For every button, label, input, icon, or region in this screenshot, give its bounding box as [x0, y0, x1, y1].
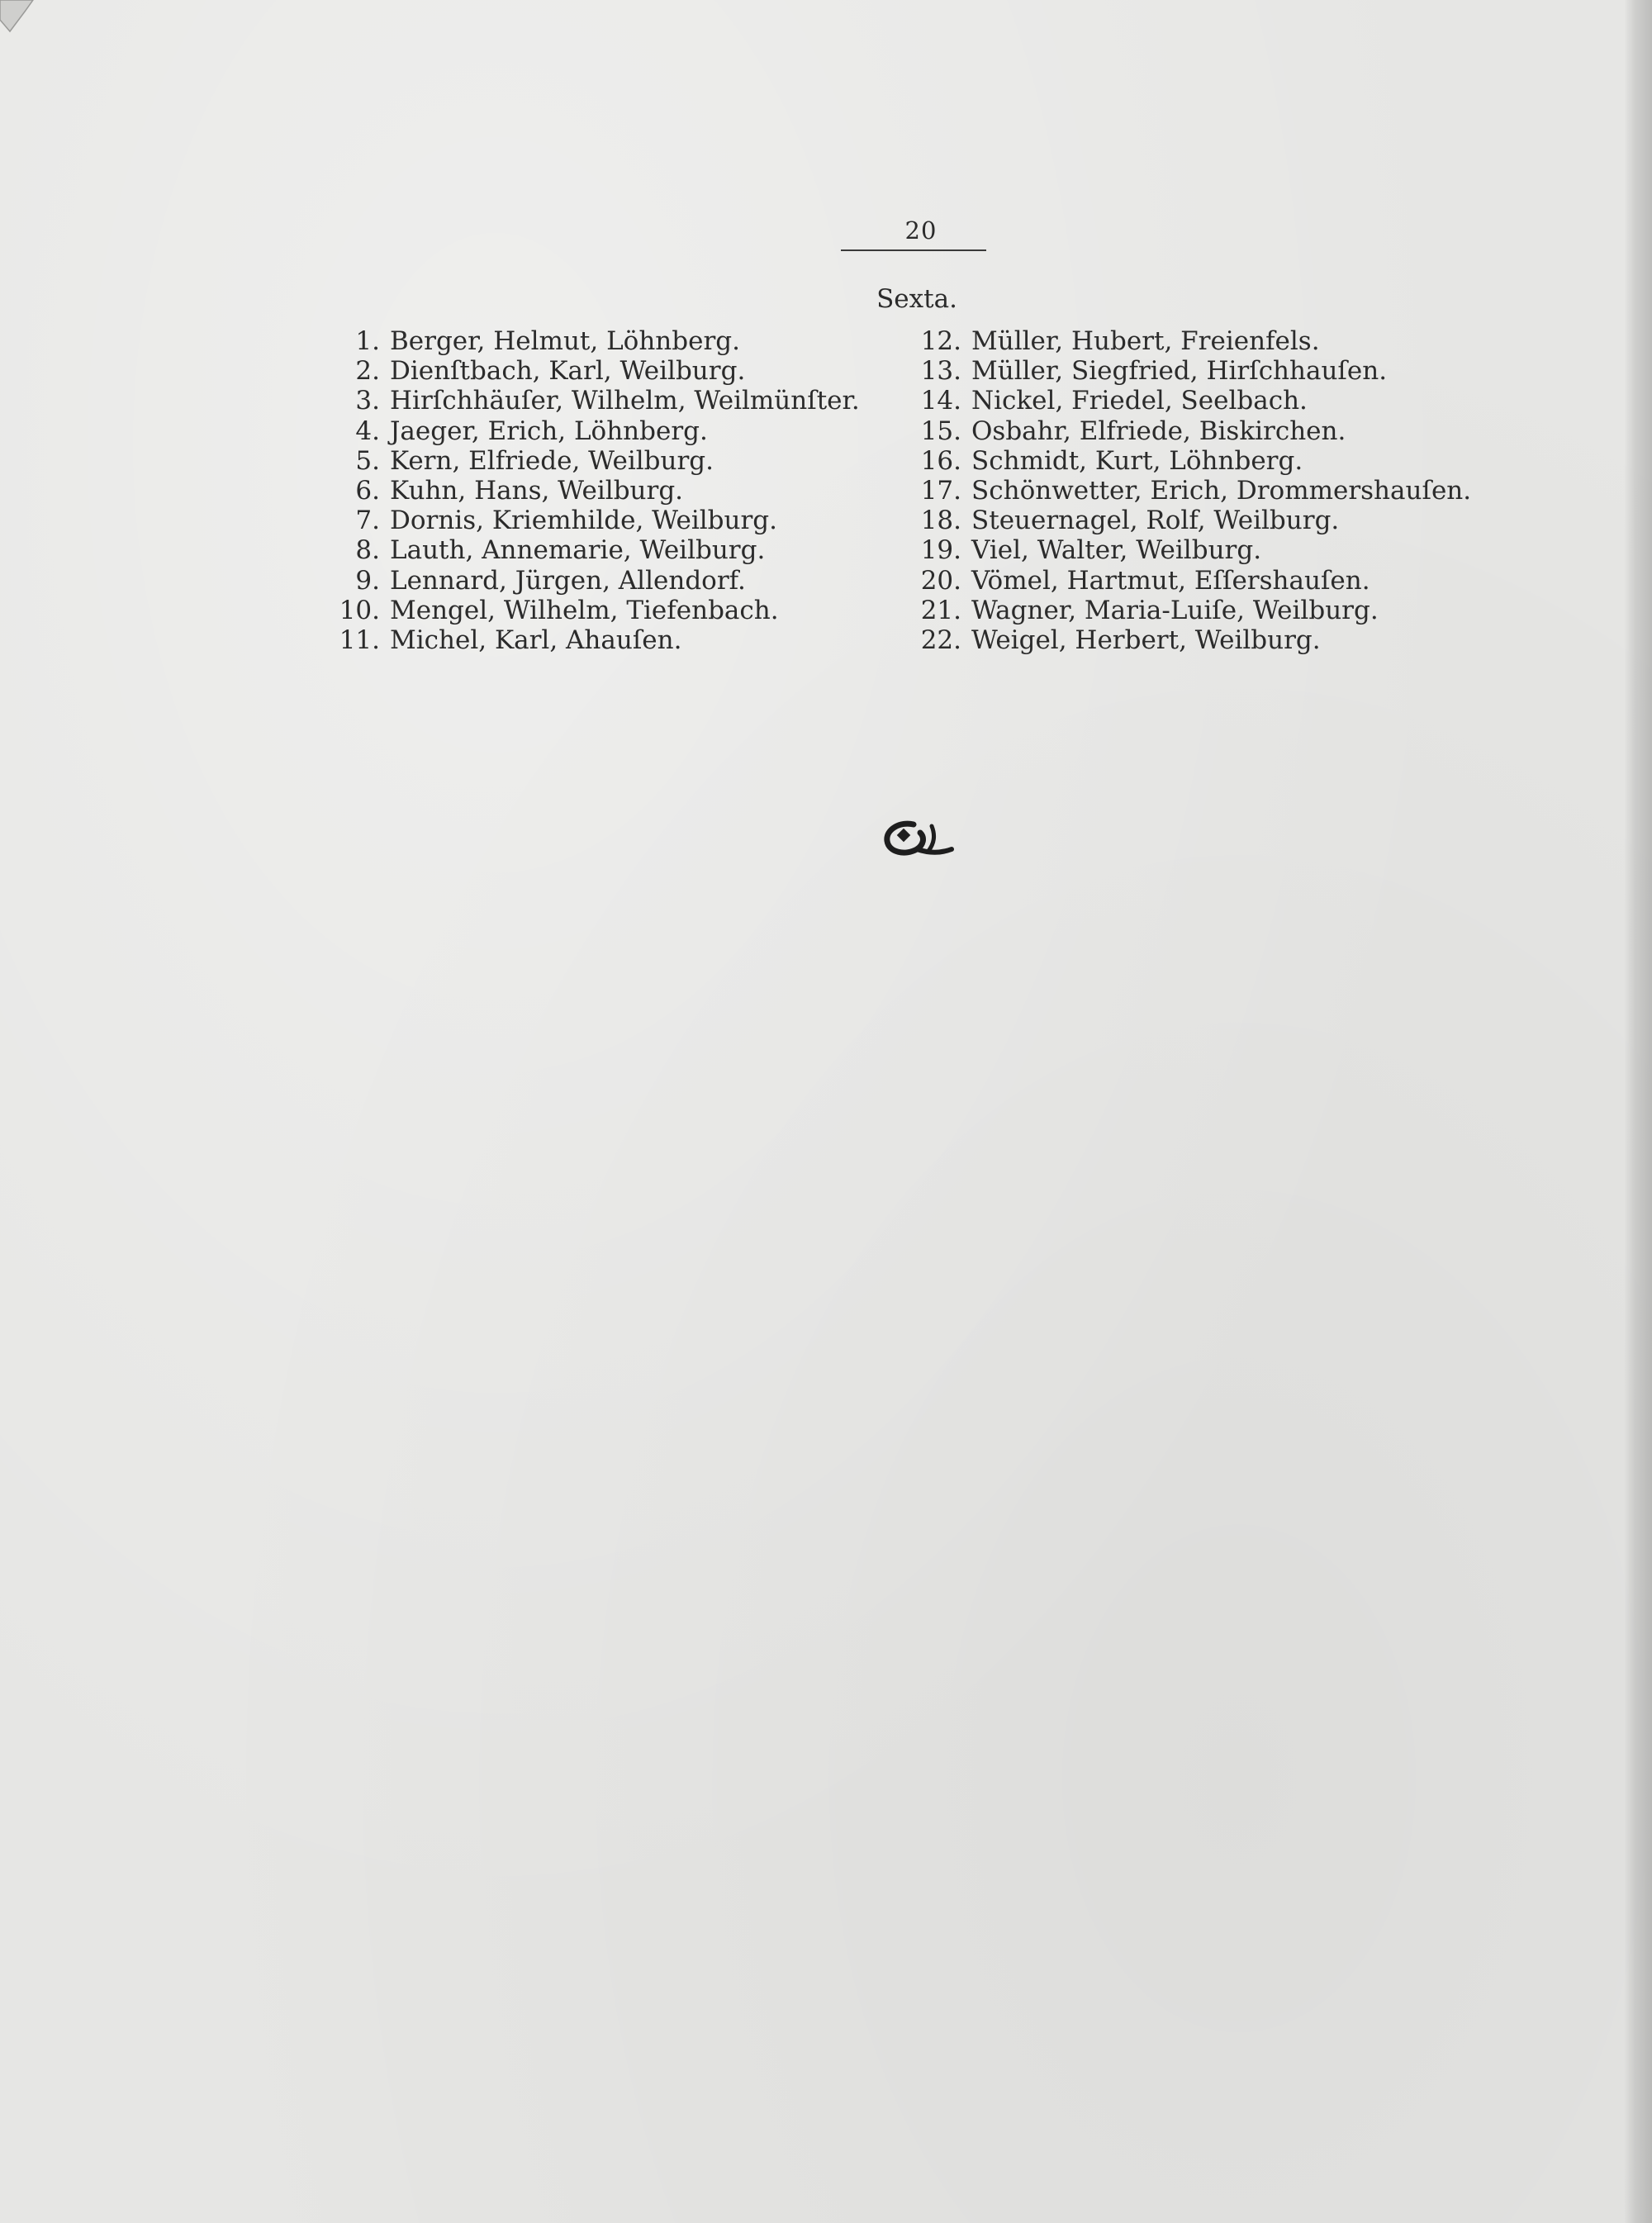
student-list-right: [910, 326, 1471, 655]
item-number: 21.: [920, 595, 961, 625]
item-number: 9.: [355, 565, 380, 596]
list-item: [322, 596, 860, 625]
header-rule: [841, 249, 986, 251]
student-entry: Dienſtbach, Karl, Weilburg.: [390, 356, 746, 387]
item-number: 3.: [355, 386, 380, 416]
list-item: [910, 625, 1471, 655]
list-item: [322, 506, 860, 535]
list-item: [322, 476, 860, 506]
list-item: [322, 535, 860, 565]
student-entry: Osbahr, Elfriede, Biskirchen.: [971, 416, 1346, 446]
ornament-icon: [881, 818, 955, 857]
item-number: 6.: [355, 476, 380, 506]
list-item: [910, 446, 1471, 476]
student-entry: Nickel, Friedel, Seelbach.: [971, 386, 1308, 416]
item-number: 16.: [920, 445, 961, 476]
student-entry: Hirſchhäuſer, Wilhelm, Weilmünſter.: [390, 386, 860, 416]
item-number: 17.: [920, 476, 961, 506]
student-entry: Jaeger, Erich, Löhnberg.: [390, 416, 708, 446]
item-number: 11.: [339, 625, 380, 656]
list-item: [910, 386, 1471, 416]
student-entry: Viel, Walter, Weilburg.: [971, 535, 1262, 566]
page-edge-shadow: [1624, 0, 1652, 2223]
list-item: [910, 476, 1471, 506]
item-number: 15.: [920, 416, 961, 446]
item-number: 12.: [920, 326, 961, 356]
student-entry: Schönwetter, Erich, Drommershauſen.: [971, 476, 1472, 506]
list-item: [910, 356, 1471, 386]
item-number: 19.: [920, 535, 961, 566]
item-number: 7.: [355, 506, 380, 536]
class-heading: Sexta.: [876, 284, 957, 314]
list-item: [322, 446, 860, 476]
student-entry: Berger, Helmut, Löhnberg.: [390, 326, 740, 356]
student-entry: Wagner, Maria-Luiſe, Weilburg.: [971, 595, 1379, 625]
item-number: 20.: [920, 565, 961, 596]
item-number: 14.: [920, 386, 961, 416]
item-number: 5.: [355, 445, 380, 476]
student-entry: Mengel, Wilhelm, Tiefenbach.: [390, 595, 779, 625]
student-entry: Vömel, Hartmut, Eſſershauſen.: [971, 565, 1370, 596]
item-number: 8.: [355, 535, 380, 566]
list-item: [322, 326, 860, 356]
student-entry: Schmidt, Kurt, Löhnberg.: [971, 445, 1303, 476]
list-item: [322, 386, 860, 416]
student-entry: Kern, Elfriede, Weilburg.: [390, 445, 714, 476]
list-item: [910, 326, 1471, 356]
list-item: [910, 506, 1471, 535]
student-list-left: [322, 326, 860, 655]
student-entry: Müller, Hubert, Freienfels.: [971, 326, 1320, 356]
list-item: [322, 356, 860, 386]
item-number: 2.: [355, 356, 380, 387]
item-number: 13.: [920, 356, 961, 387]
student-entry: Müller, Siegfried, Hirſchhauſen.: [971, 356, 1388, 387]
student-entry: Michel, Karl, Ahauſen.: [390, 625, 682, 656]
list-item: [322, 566, 860, 596]
page-number: 20: [904, 216, 938, 245]
student-entry: Lauth, Annemarie, Weilburg.: [390, 535, 766, 566]
student-entry: Weigel, Herbert, Weilburg.: [971, 625, 1321, 656]
list-item: [910, 566, 1471, 596]
student-entry: Kuhn, Hans, Weilburg.: [390, 476, 684, 506]
list-item: [322, 625, 860, 655]
student-entry: Lennard, Jürgen, Allendorf.: [390, 565, 746, 596]
item-number: 1.: [355, 326, 380, 356]
item-number: 18.: [920, 506, 961, 536]
student-entry: Dornis, Kriemhilde, Weilburg.: [390, 506, 777, 536]
student-entry: Steuernagel, Rolf, Weilburg.: [971, 506, 1340, 536]
list-item: [910, 596, 1471, 625]
item-number: 22.: [920, 625, 961, 656]
list-item: [910, 535, 1471, 565]
list-item: [910, 416, 1471, 446]
item-number: 10.: [339, 595, 380, 625]
list-item: [322, 416, 860, 446]
item-number: 4.: [355, 416, 380, 446]
corner-fold-icon: [0, 0, 36, 33]
